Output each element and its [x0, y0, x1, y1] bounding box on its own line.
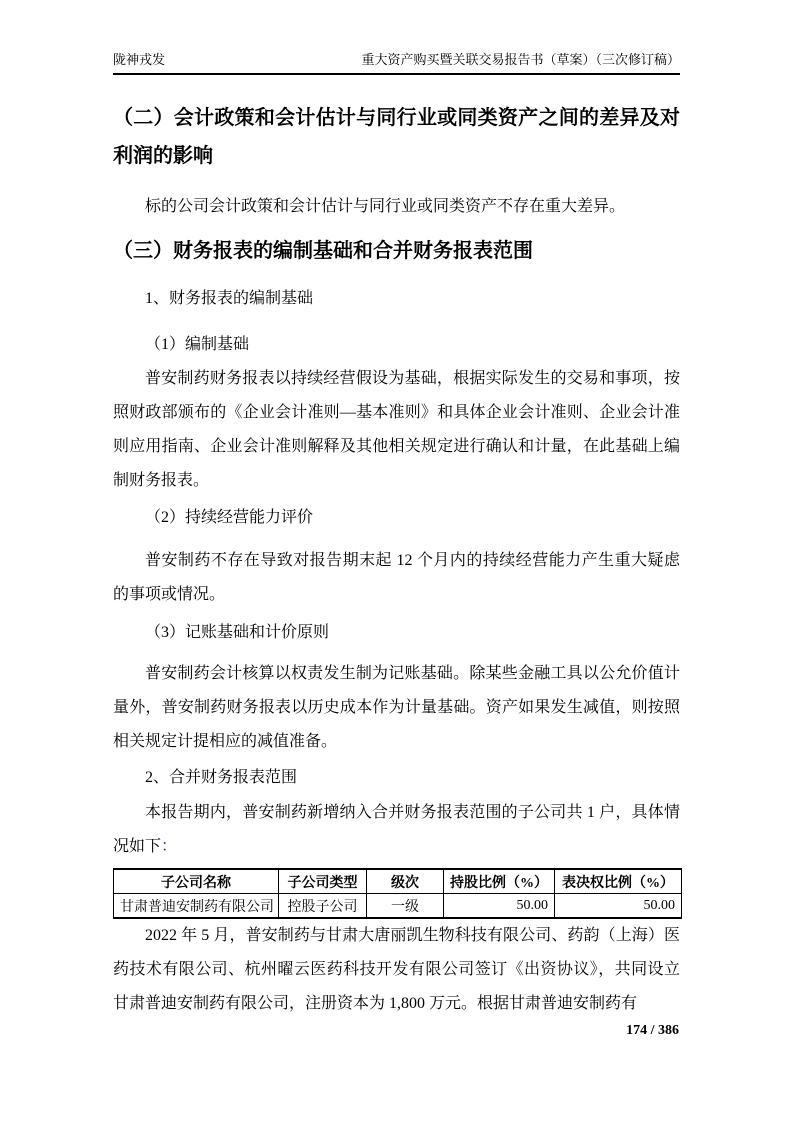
- subheading-1: 1、财务报表的编制基础: [145, 290, 314, 307]
- subheading-1-2: （2）持续经营能力评价: [145, 509, 314, 526]
- cell-shareholding-ratio: 50.00: [444, 894, 555, 919]
- section-heading-2: （二）会计政策和会计估计与同行业或同类资产之间的差异及对利润的影响: [113, 107, 680, 167]
- section-heading-3: （三）财务报表的编制基础和合并财务报表范围: [113, 240, 533, 262]
- table-row: [114, 894, 682, 919]
- col-subsidiary-name: 子公司名称: [114, 869, 279, 894]
- blue-colon: ：: [161, 838, 178, 855]
- col-level: 级次: [367, 869, 444, 894]
- subheading-1-1: （1）编制基础: [145, 336, 250, 353]
- cell-voting-ratio: 50.00: [555, 894, 682, 919]
- paragraph-2022-agreement: 2022 年 5 月，普安制药与甘肃大唐丽凯生物科技有限公司、药韵（上海）医药技术有限公司、杭州曜云医药科技开发有限公司签订《出资协议》，共同设立甘肃普迪安制药有限公司，注册资本为 1,800 万元。根据甘肃普迪安制药有: [113, 927, 680, 1012]
- cell-level: 一级: [367, 894, 444, 919]
- header-right-title: 重大资产购买暨关联交易报告书（草案）（三次修订稿）: [361, 52, 680, 67]
- page-header: [113, 52, 680, 75]
- col-voting-ratio: 表决权比例（%）: [555, 869, 682, 894]
- paragraph-consolidation-scope: [113, 796, 680, 864]
- cell-subsidiary-name: 甘肃普迪安制药有限公司: [114, 894, 279, 919]
- table-header-row: [114, 869, 682, 894]
- header-left-title: 陇神戎发: [113, 52, 166, 67]
- paragraph-no-major-difference: 标的公司会计政策和会计估计与同行业或同类资产不存在重大差异。: [145, 198, 626, 215]
- subheading-1-3: （3）记账基础和计价原则: [145, 624, 330, 641]
- col-shareholding-ratio: 持股比例（%）: [444, 869, 555, 894]
- paragraph-consolidation-scope-text: 本报告期内，普安制药新增纳入合并财务报表范围的子公司共 1 户，具体情况如下: [113, 804, 680, 855]
- paragraph-accounting-basis: 普安制药会计核算以权责发生制为记账基础。除某些金融工具以公允价值计量外，普安制药财务报表以历史成本作为计量基础。资产如果发生减值，则按照相关规定计提相应的减值准备。: [113, 665, 680, 750]
- page-number: 174 / 386: [626, 1023, 679, 1038]
- subsidiary-table: [113, 868, 682, 919]
- paragraph-going-concern: 普安制药不存在导致对报告期末起 12 个月内的持续经营能力产生重大疑虑的事项或情况。: [113, 552, 680, 603]
- cell-subsidiary-type: 控股子公司: [279, 894, 367, 919]
- col-subsidiary-type: 子公司类型: [279, 869, 367, 894]
- paragraph-preparation-basis: 普安制药财务报表以持续经营假设为基础，根据实际发生的交易和事项，按照财政部颁布的《企业会计准则—基本准则》和具体企业会计准则、企业会计准则应用指南、企业会计准则解释及其他相关规定进行确认和计量，在此基础上编制财务报表。: [113, 370, 680, 489]
- subheading-2: 2、合并财务报表范围: [145, 769, 298, 786]
